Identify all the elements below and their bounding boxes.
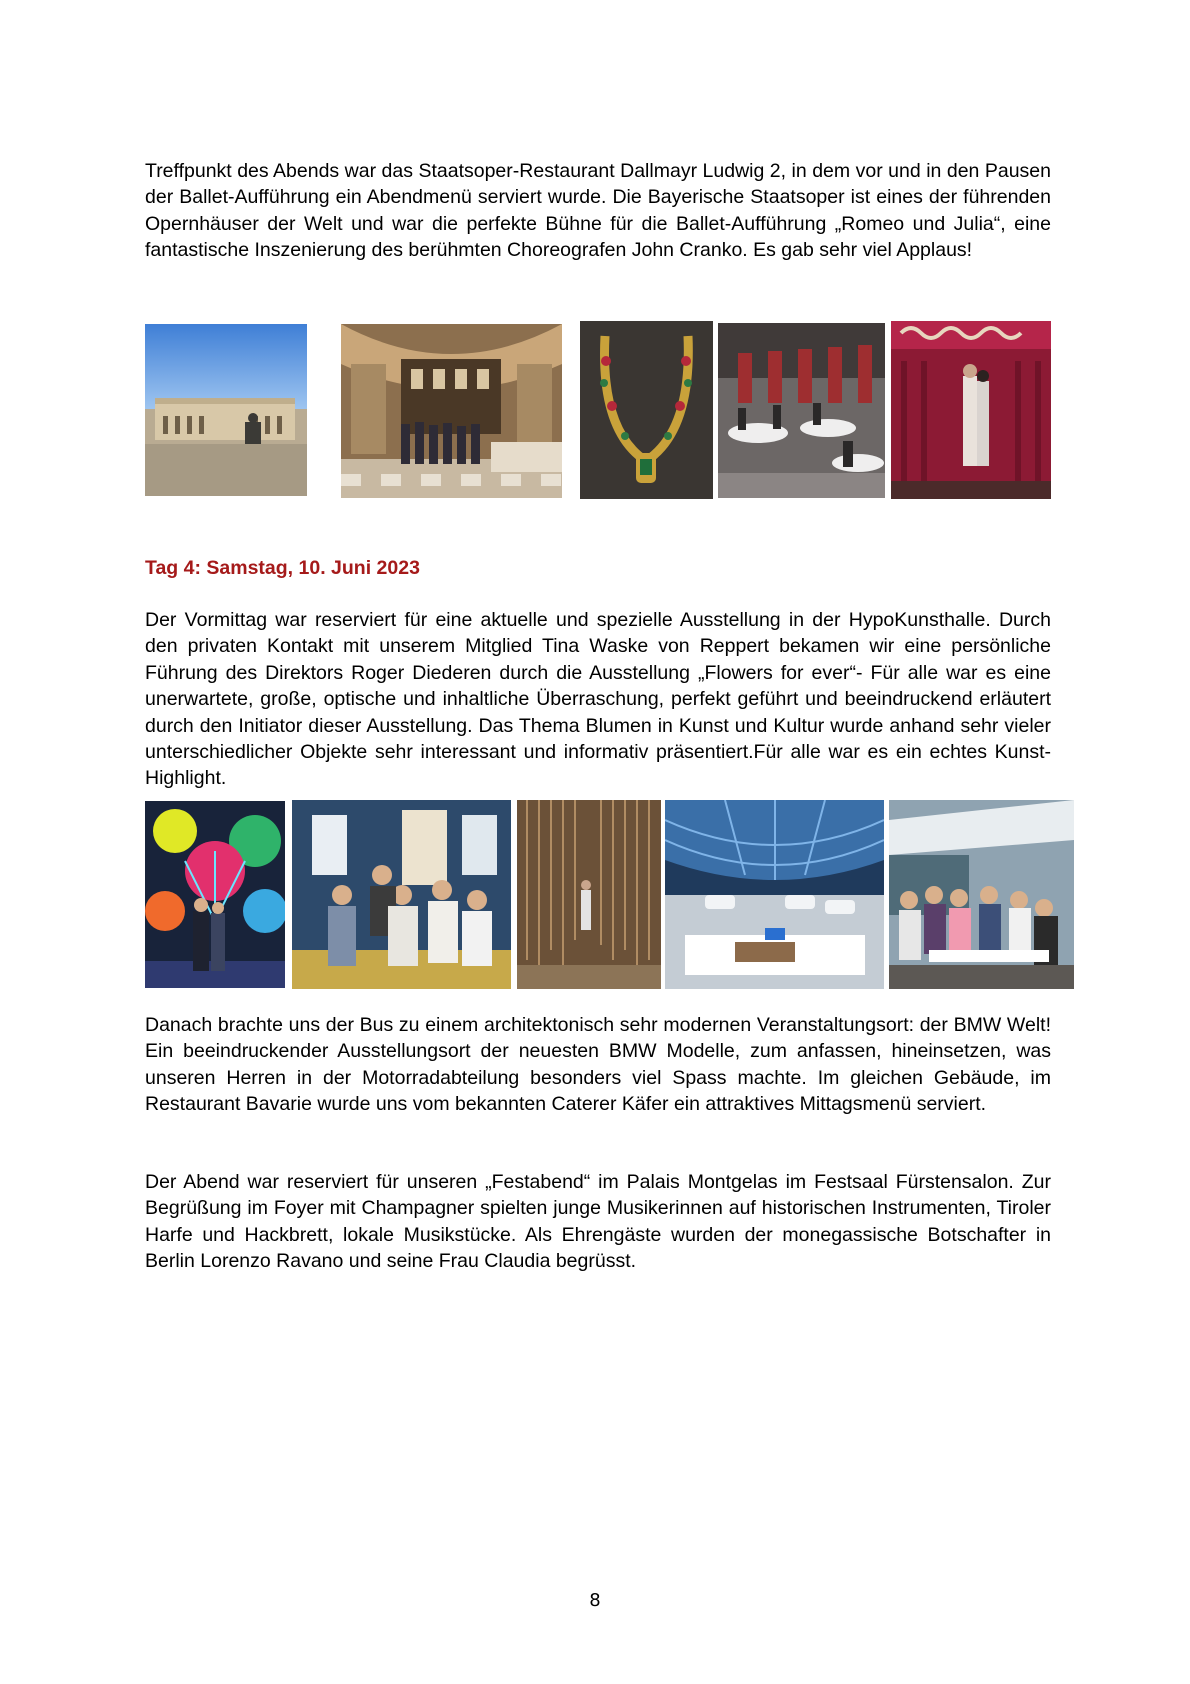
photo-group-gallery xyxy=(292,800,511,989)
photo-ballet-stage xyxy=(891,321,1051,499)
bmw-paragraph: Danach brachte uns der Bus zu einem architektonisch sehr modernen Veranstaltungsort: der BMW Welt! Ein beeindruckender Ausstellungsort der neuesten BMW Modelle, zum anfassen, hineinsetzen, was unseren Herren in der Motorradabteilung besonders viel Spass machte. Im gleichen Gebäude, im Restaurant Bavarie wurde uns vom bekannten Caterer Käfer ein attraktives Mittagsmenü serviert. xyxy=(145,1014,1051,1116)
photo-palace-square xyxy=(145,324,307,496)
photo-hanging-seed-installation xyxy=(517,800,661,989)
photo-restaurant-dining xyxy=(718,323,885,498)
morning-paragraph: Der Vormittag war reserviert für eine aktuelle und spezielle Ausstellung in der HypoKunsthalle. Durch den privaten Kontakt mit unserem Mitglied Tina Waske von Reppert bekamen wir eine persönliche Führung des Direktors Roger Diederen durch die Ausstellung „Flowers for ever“- Für alle war es eine unerwartete, große, optische und inhaltliche Überraschung, perfekt geführt und beeindruckend erläutert durch den Initiator dieser Ausstellung. Das Thema Blumen in Kunst und Kultur wurde anhand sehr vieler unterschiedlicher Objekte sehr interessant und informativ präsentiert.Für alle war es ein echtes Kunst-Highlight. xyxy=(145,609,1051,790)
evening-paragraph: Der Abend war reserviert für unseren „Festabend“ im Palais Montgelas im Festsaal Fürstensalon. Zur Begrüßung im Foyer mit Champagner spielten junge Musikerinnen auf historischen Instrumenten, Tiroler Harfe und Hackbrett, lokale Musikstücke. Als Ehrengäste wurden der monegassische Botschafter in Berlin Lorenzo Ravano und seine Frau Claudia begrüsst. xyxy=(145,1171,1051,1273)
photo-flowers-installation xyxy=(145,801,285,988)
photo-bmw-welt-hall xyxy=(665,800,884,989)
photo-terrace-lunch xyxy=(889,800,1074,989)
photo-jewel-necklace xyxy=(580,321,713,499)
photo-antiquarium-hall xyxy=(341,324,562,498)
intro-paragraph: Treffpunkt des Abends war das Staatsoper-Restaurant Dallmayr Ludwig 2, in dem vor und in den Pausen der Ballet-Aufführung ein Abendmenü serviert wurde. Die Bayerische Staatsoper ist eines der führenden Opernhäuser der Welt und war die perfekte Bühne für die Ballet-Aufführung „Romeo und Julia“, eine fantastische Inszenierung des berühmten Choreografen John Cranko. Es gab sehr viel Applaus! xyxy=(145,160,1051,262)
day-heading: Tag 4: Samstag, 10. Juni 2023 xyxy=(145,557,420,579)
page-number: 8 xyxy=(589,1590,601,1611)
